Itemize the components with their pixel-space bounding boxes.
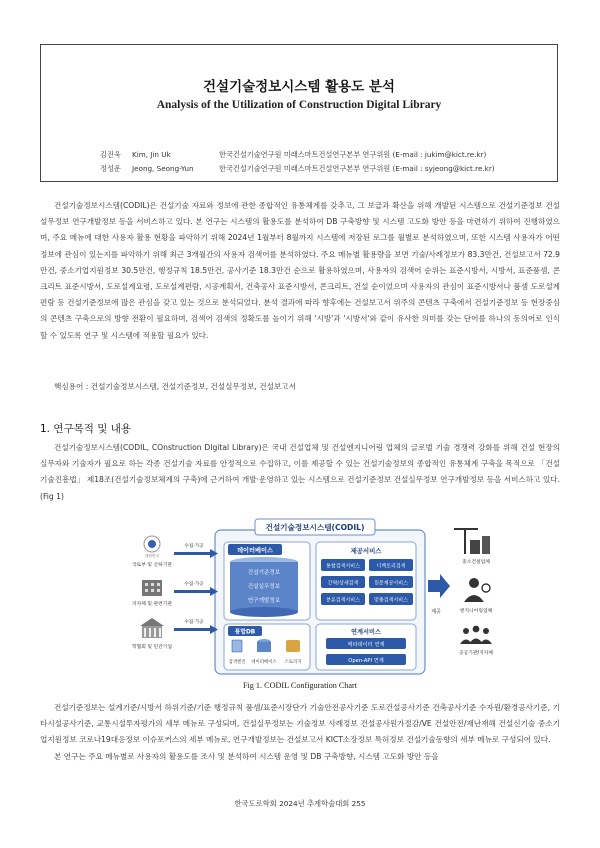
abstract: 건설기술정보시스템(CODIL)은 건설기술 자료와 정보에 관한 종합적인 유통체계를 갖추고, 그 보급과 확산을 위해 개발된 시스템으로 건설기준정보 건설설무정보 연구개발정보 등을 서비스하고 있다. 본 연구는 시스템의 활용도를 분석하여 DB 구축방향 및 시스템 고도화 방안 등을 마련하기 위하여 진행하였으며, 주요 메뉴에 대한 사용자 활용 현황을 파악하기 위해 2024년 1월부터 8월까지 시스템에 저장된 로그를 월별로 분석하였으며, 또한 시스템 사용자가 어떤 정보에 관심이 있는지를 파악하기 위해 최근 3개월간의 사용자 검색어를 분석하였다. 주요 메뉴별 활용량을 보면 기술/사례정보가 83.3만건, 건설보고서 72.9만건, 중소기업지원정보 30.5만건, 행정규칙 18.5만건, 공사기준 18.3만건 순으로 활용하였으며, 사용자의 검색어 순위는 표준시방서, 시방서, 표준품셈, 콘크리트 표준시방서, 도로설계요령, 도로설계편람, 시공계획서, 건축공사 표준시방서, 콘크리트, 건설 순이었으며 사용자의 관심이 표준시방서나 품셈 도로설계편람 등 건설기준정보에 많은 관심을 갖고 있는 것으로 분석되었다. 분석 결과에 따라 향후에는 건설보고서 위주의 콘텐츠 구축에서 건설기준정보 등 현장중심의 콘텐츠 구축으로의 방향 전환이 필요하며, 검색어 검색의 정확도를 높이기 위해 '시방'과 '시방서'와 같이 유사한 의미를 갖는 단어를 하나의 동의어로 인식할 수 있도록 연구 및 시스템에 적용할 필요가 있다. — [40, 201, 560, 340]
database-item: 건설실무정보 — [247, 584, 281, 590]
source-arrow — [174, 549, 218, 558]
service-label: 분류검색서비스 — [326, 597, 360, 604]
seal-text: 대한민국 — [145, 554, 159, 558]
section-1-paragraph-2 — [40, 700, 560, 765]
integrated-db-item: 스토리지 — [284, 660, 302, 665]
database-icon-body — [257, 642, 271, 652]
engineer-icon — [469, 578, 479, 588]
linkage-label: 메타데이터 연계 — [347, 642, 385, 648]
title-box — [40, 44, 558, 182]
source-label: 학협회 및 민간기업 — [131, 645, 173, 650]
source-associations — [132, 618, 218, 650]
source-local-gov — [132, 580, 218, 607]
provide-arrow — [428, 574, 450, 598]
codil-configuration-figure — [130, 516, 500, 678]
author-1-name-ko: 김진욱 — [100, 150, 121, 159]
user-public — [459, 626, 493, 656]
database-item: 연구개발정보 — [247, 598, 281, 604]
service-label: 통합검색서비스 — [326, 563, 360, 570]
user-label: 중소건설업체 — [462, 560, 490, 565]
service-label: 원문제공서비스 — [374, 580, 408, 587]
database-title: 데이터베이스 — [237, 547, 273, 555]
paragraph-3-text: 본 연구는 주요 메뉴별로 사용자의 활용도를 조사 및 분석하여 시스템 운영 및 DB 구축방향, 시스템 고도화 방안 등을 — [54, 751, 439, 761]
author-2-affiliation: 한국건설기술연구원 미래스마트건설연구본부 연구위원 (E-mail : syjeong@kict.re.kr) — [219, 164, 495, 173]
source-arrow-label: 수집·가공 — [184, 620, 204, 625]
source-label: 지자체 및 관련기관 — [131, 602, 173, 607]
institution-icon — [140, 618, 164, 626]
page-footer: 한국도로학회 2024년 추계학술대회 255 — [234, 799, 366, 808]
paper-title-korean: 건설기술정보시스템 활용도 분석 — [203, 79, 395, 95]
keywords: 핵심용어 : 건설기술정보시스템, 건설기준정보, 건설실무정보, 건설보고서 — [54, 382, 296, 391]
integrated-db-title: 통합DB — [234, 629, 256, 636]
database-cylinder-bottom — [230, 607, 298, 617]
section-1-heading: 1. 연구목적 및 내용 — [40, 423, 132, 435]
linkage-title: 연계서비스 — [351, 629, 381, 636]
user-engineering — [460, 578, 493, 614]
source-label: 국토부 및 산하기관 — [131, 563, 173, 568]
codil-title: 건설기술정보시스템(CODIL) — [265, 523, 365, 532]
services-title: 제공서비스 — [350, 547, 382, 555]
user-label: 엔지니어링업체 — [459, 609, 493, 614]
source-arrow — [174, 587, 218, 596]
author-2-name-ko: 정성운 — [100, 164, 121, 173]
paper-title-english: Analysis of the Utilization of Construction Digital Library — [156, 99, 442, 111]
service-label: 맞춤검색서비스 — [374, 597, 408, 604]
source-ministry — [132, 536, 218, 568]
linkage-label: Open-API 연계 — [348, 658, 384, 664]
service-label: 디렉토리검색 — [376, 563, 406, 570]
user-construction — [454, 528, 490, 565]
building-icon — [142, 580, 162, 596]
source-arrow-label: 수집·가공 — [184, 544, 204, 549]
storage-icon — [286, 640, 300, 652]
service-label: 간략/상세검색 — [327, 580, 359, 587]
paragraph-2-text: 건설기준정보는 설계기준/시방서 하위기준/기준 행정규칙 품셈/표준시장단가 기술안전공사기준 도로건설공사기준 건축공사기준 수자원/환경공사기준, 기타시설공사기준, 교통시설투자평가의 세부 메뉴로 구성되며, 건설실무정보는 기술정보 사례정보 건설공사원가절감/VE 건설안전/재난재해 건설신기술 중소기업지원정보 코로나19대응정보 이슈포커스의 세부 메뉴로, 연구개발정보는 건설보고서 KICT소장정보 특허정보 건설기술동향의 세부 메뉴로 구성되어 있다. — [40, 703, 560, 745]
search-engine-icon — [232, 640, 242, 652]
author-2-name-en: Jeong, Seong-Yun — [132, 164, 194, 173]
source-arrow-label: 수집·가공 — [184, 582, 204, 587]
integrated-db-item: 검색엔진 — [228, 660, 246, 665]
crane-icon — [464, 528, 466, 554]
provide-label: 제공 — [431, 609, 441, 615]
author-1-name-en: Kim, Jin Uk — [132, 150, 171, 159]
gear-icon — [482, 584, 490, 592]
section-1-paragraph-1: 건설기술정보시스템(CODIL, COnstruction DIgital Library)은 국내 건설업체 및 건설엔지니어링 업체의 글로벌 기술 경쟁력 강화를 위해 건설 현장의 실무자와 기술자가 필요로 하는 각종 건설기술 자료를 안정적으로 수집하고, 이를 제공할 수 있는 건설기술정보의 종합적인 유통체계 구축을 목적으로 「건설기술진흥법」 제18조(건설기술정보체계의 구축)에 근거하여 개발·운영하고 있는 시스템으로 건설기준정보 건설실무정보 연구개발정보 등을 서비스하고 있다.(Fig 1) — [40, 443, 560, 501]
integrated-db-item: 데이터베이스 — [251, 660, 277, 665]
figure-caption: Fig 1. CODIL Configuration Chart — [242, 681, 358, 690]
source-arrow — [174, 625, 218, 634]
people-icon — [463, 628, 469, 634]
database-item: 건설기준정보 — [247, 570, 281, 576]
author-1-affiliation: 한국건설기술연구원 미래스마트건설연구본부 연구위원 (E-mail : jukim@kict.re.kr) — [219, 150, 487, 159]
user-label: 공공기관/지자체 — [458, 651, 494, 656]
